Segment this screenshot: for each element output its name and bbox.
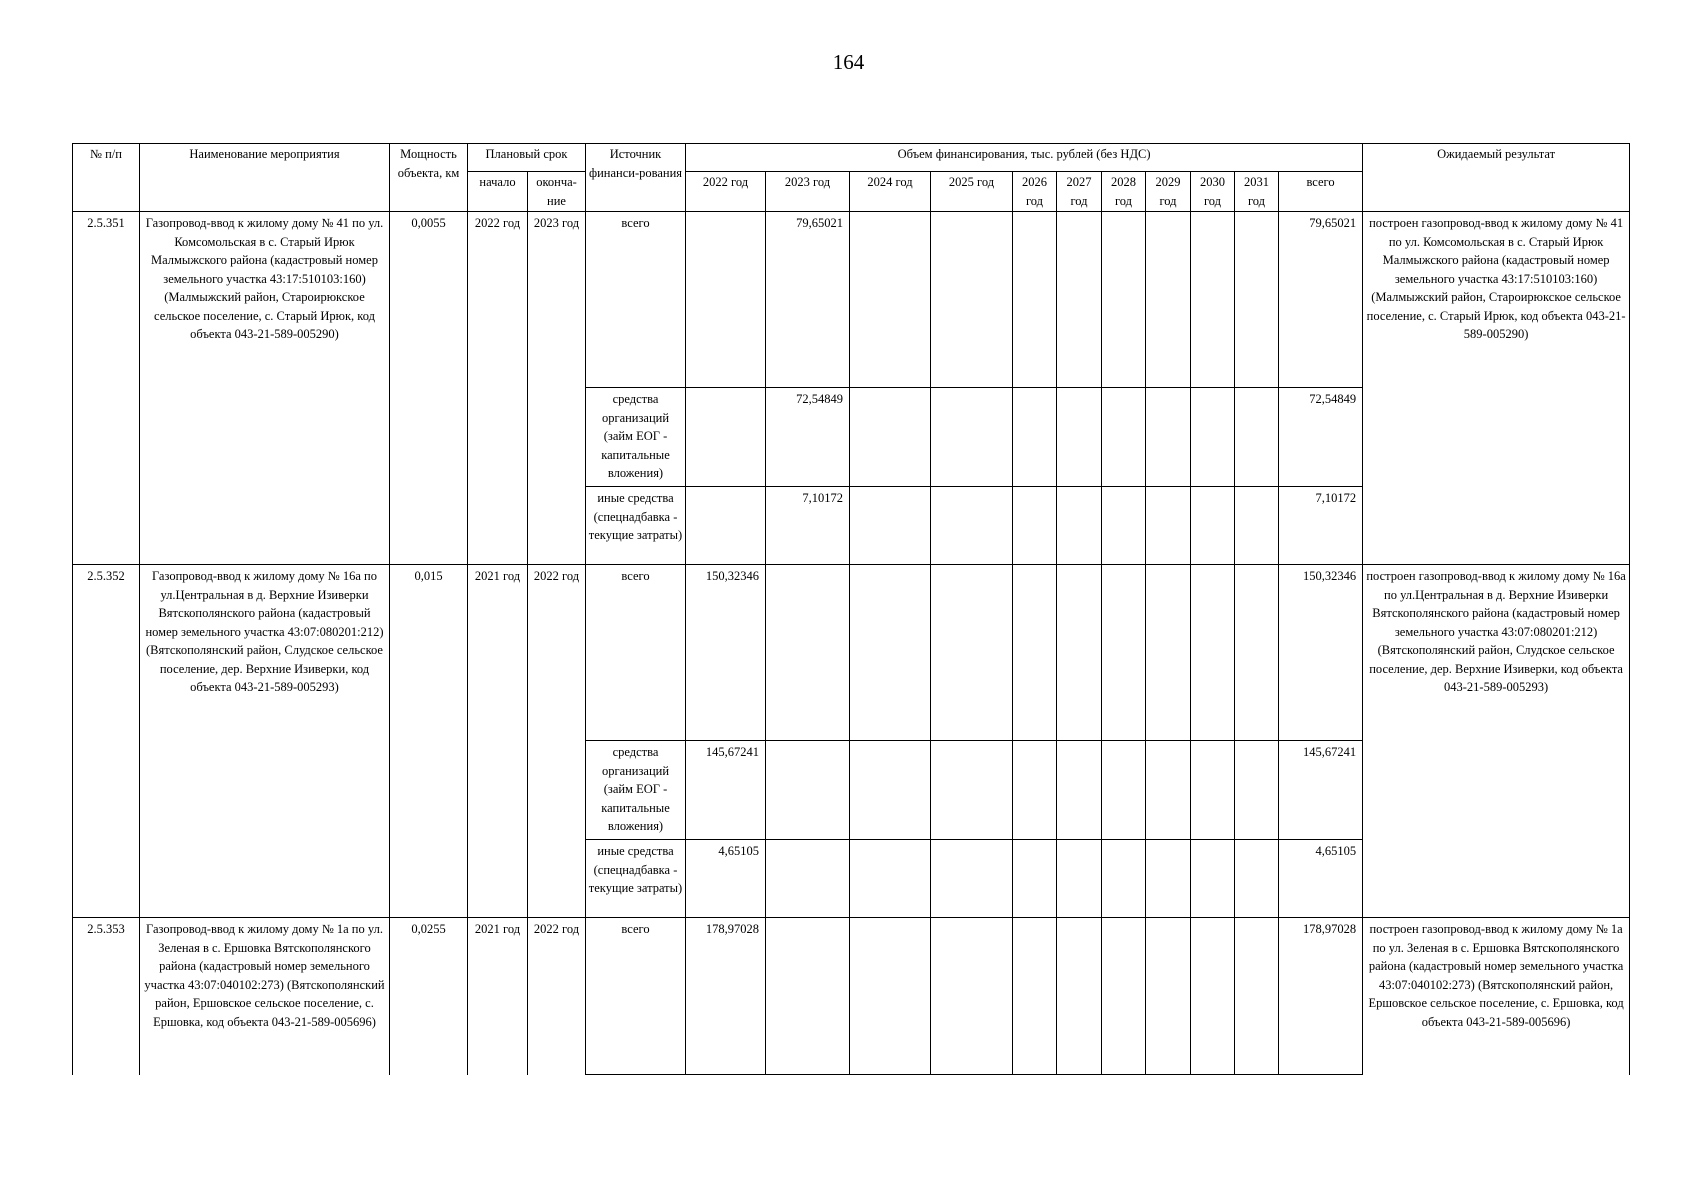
row-value-2024 <box>850 565 931 741</box>
row-result: построен газопровод-ввод к жилому дому № 16а по ул.Центральная в д. Верхние Изиверки Вятскополянского района (кадастровый номер земельного участка 43:07:080201:212) (Вятскополянский район, Слудское сельское поселение, дер. Верхние Изиверки, код объекта 043-21-589-005293) <box>1363 565 1630 918</box>
row-value-2028 <box>1102 741 1146 840</box>
header-year-2027: 2027 год <box>1057 172 1102 212</box>
row-value-2028 <box>1102 487 1146 565</box>
row-number: 2.5.352 <box>73 565 140 918</box>
table-row <box>73 212 1630 388</box>
header-year-2030: 2030 год <box>1191 172 1235 212</box>
row-value-2029 <box>1146 741 1191 840</box>
header-start: начало <box>468 172 528 212</box>
header-planned-term: Плановый срок <box>468 144 586 172</box>
row-total: 145,67241 <box>1279 741 1363 840</box>
row-source-label: средства организаций (займ ЕОГ - капитальные вложения) <box>586 388 686 487</box>
row-value-2027 <box>1057 840 1102 918</box>
row-value-2028 <box>1102 840 1146 918</box>
header-source: Источник финанси-рования <box>586 144 686 212</box>
row-value-2027 <box>1057 487 1102 565</box>
row-value-2026 <box>1013 487 1057 565</box>
row-value-2023: 7,10172 <box>766 487 850 565</box>
header-year-2022: 2022 год <box>686 172 766 212</box>
table-body <box>73 212 1630 1075</box>
row-total: 7,10172 <box>1279 487 1363 565</box>
row-value-2024 <box>850 487 931 565</box>
row-value-2031 <box>1235 918 1279 1075</box>
row-value-2028 <box>1102 388 1146 487</box>
row-source-label: всего <box>586 565 686 741</box>
header-year-2026: 2026 год <box>1013 172 1057 212</box>
row-name: Газопровод-ввод к жилому дому № 41 по ул. Комсомольская в с. Старый Ирюк Малмыжского района (кадастровый номер земельного участка 43:17:510103:160) (Малмыжский район, Староирюкское сельское поселение, с. Старый Ирюк, код объекта 043-21-589-005290) <box>140 212 390 565</box>
row-value-2030 <box>1191 741 1235 840</box>
header-result: Ожидаемый результат <box>1363 144 1630 212</box>
row-number: 2.5.353 <box>73 918 140 1075</box>
row-value-2022 <box>686 388 766 487</box>
row-value-2029 <box>1146 565 1191 741</box>
row-value-2029 <box>1146 487 1191 565</box>
row-value-2025 <box>931 388 1013 487</box>
row-value-2024 <box>850 388 931 487</box>
row-value-2029 <box>1146 212 1191 388</box>
row-capacity: 0,015 <box>390 565 468 918</box>
table-row <box>73 565 1630 741</box>
row-total: 150,32346 <box>1279 565 1363 741</box>
row-total: 79,65021 <box>1279 212 1363 388</box>
row-value-2029 <box>1146 918 1191 1075</box>
row-value-2025 <box>931 487 1013 565</box>
row-value-2026 <box>1013 212 1057 388</box>
row-value-2025 <box>931 840 1013 918</box>
header-year-2029: 2029 год <box>1146 172 1191 212</box>
header-name: Наименование мероприятия <box>140 144 390 212</box>
row-value-2031 <box>1235 388 1279 487</box>
row-value-2031 <box>1235 840 1279 918</box>
header-year-2023: 2023 год <box>766 172 850 212</box>
row-value-2031 <box>1235 487 1279 565</box>
row-value-2022: 4,65105 <box>686 840 766 918</box>
row-value-2025 <box>931 918 1013 1075</box>
row-value-2030 <box>1191 487 1235 565</box>
header-end: оконча-ние <box>528 172 586 212</box>
row-value-2028 <box>1102 212 1146 388</box>
row-capacity: 0,0255 <box>390 918 468 1075</box>
row-value-2026 <box>1013 918 1057 1075</box>
row-value-2027 <box>1057 741 1102 840</box>
row-total: 72,54849 <box>1279 388 1363 487</box>
header-total: всего <box>1279 172 1363 212</box>
header-year-2028: 2028 год <box>1102 172 1146 212</box>
row-name: Газопровод-ввод к жилому дому № 1а по ул. Зеленая в с. Ершовка Вятскополянского района (кадастровый номер земельного участка 43:07:040102:273) (Вятскополянский район, Ершовское сельское поселение, с. Ершовка, код объекта 043-21-589-005696) <box>140 918 390 1075</box>
header-funding: Объем финансирования, тыс. рублей (без НДС) <box>686 144 1363 172</box>
row-value-2030 <box>1191 212 1235 388</box>
row-value-2026 <box>1013 565 1057 741</box>
row-value-2026 <box>1013 388 1057 487</box>
row-value-2022: 145,67241 <box>686 741 766 840</box>
row-value-2023: 72,54849 <box>766 388 850 487</box>
row-value-2025 <box>931 741 1013 840</box>
row-value-2027 <box>1057 918 1102 1075</box>
row-value-2031 <box>1235 565 1279 741</box>
row-value-2029 <box>1146 388 1191 487</box>
row-value-2030 <box>1191 918 1235 1075</box>
row-total: 178,97028 <box>1279 918 1363 1075</box>
row-source-label: всего <box>586 212 686 388</box>
row-source-label: средства организаций (займ ЕОГ - капитальные вложения) <box>586 741 686 840</box>
financing-table <box>72 143 1630 1075</box>
row-value-2030 <box>1191 388 1235 487</box>
row-value-2026 <box>1013 840 1057 918</box>
row-value-2022 <box>686 487 766 565</box>
row-name: Газопровод-ввод к жилому дому № 16а по ул.Центральная в д. Верхние Изиверки Вятскополянского района (кадастровый номер земельного участка 43:07:080201:212) (Вятскополянский район, Слудское сельское поселение, дер. Верхние Изиверки, код объекта 043-21-589-005293) <box>140 565 390 918</box>
row-source-label: иные средства (спецнадбавка - текущие затраты) <box>586 487 686 565</box>
row-value-2028 <box>1102 565 1146 741</box>
row-end: 2022 год <box>528 918 586 1075</box>
row-value-2022 <box>686 212 766 388</box>
row-value-2030 <box>1191 840 1235 918</box>
row-value-2024 <box>850 741 931 840</box>
row-value-2022: 150,32346 <box>686 565 766 741</box>
row-number: 2.5.351 <box>73 212 140 565</box>
header-capacity: Мощность объекта, км <box>390 144 468 212</box>
row-source-label: всего <box>586 918 686 1075</box>
row-value-2025 <box>931 212 1013 388</box>
row-value-2023 <box>766 565 850 741</box>
row-result: построен газопровод-ввод к жилому дому № 1а по ул. Зеленая в с. Ершовка Вятскополянского района (кадастровый номер земельного участка 43:07:040102:273) (Вятскополянский район, Ершовское сельское поселение, с. Ершовка, код объекта 043-21-589-005696) <box>1363 918 1630 1075</box>
row-value-2027 <box>1057 212 1102 388</box>
row-value-2029 <box>1146 840 1191 918</box>
row-value-2024 <box>850 918 931 1075</box>
row-value-2027 <box>1057 565 1102 741</box>
row-value-2024 <box>850 840 931 918</box>
row-total: 4,65105 <box>1279 840 1363 918</box>
row-value-2030 <box>1191 565 1235 741</box>
row-end: 2022 год <box>528 565 586 918</box>
table-row <box>73 918 1630 1075</box>
row-capacity: 0,0055 <box>390 212 468 565</box>
row-end: 2023 год <box>528 212 586 565</box>
row-source-label: иные средства (спецнадбавка - текущие затраты) <box>586 840 686 918</box>
row-start: 2021 год <box>468 918 528 1075</box>
row-start: 2021 год <box>468 565 528 918</box>
row-value-2031 <box>1235 741 1279 840</box>
row-value-2031 <box>1235 212 1279 388</box>
row-value-2022: 178,97028 <box>686 918 766 1075</box>
header-num: № п/п <box>73 144 140 212</box>
row-value-2024 <box>850 212 931 388</box>
row-value-2023 <box>766 741 850 840</box>
row-value-2027 <box>1057 388 1102 487</box>
row-value-2023 <box>766 840 850 918</box>
header-year-2031: 2031 год <box>1235 172 1279 212</box>
row-value-2023 <box>766 918 850 1075</box>
header-year-2025: 2025 год <box>931 172 1013 212</box>
row-value-2023: 79,65021 <box>766 212 850 388</box>
row-start: 2022 год <box>468 212 528 565</box>
row-value-2025 <box>931 565 1013 741</box>
row-value-2026 <box>1013 741 1057 840</box>
page-number: 164 <box>832 50 865 74</box>
row-result: построен газопровод-ввод к жилому дому № 41 по ул. Комсомольская в с. Старый Ирюк Малмыжского района (кадастровый номер земельного участка 43:17:510103:160) (Малмыжский район, Староирюкское сельское поселение, с. Старый Ирюк, код объекта 043-21-589-005290) <box>1363 212 1630 565</box>
row-value-2028 <box>1102 918 1146 1075</box>
header-year-2024: 2024 год <box>850 172 931 212</box>
